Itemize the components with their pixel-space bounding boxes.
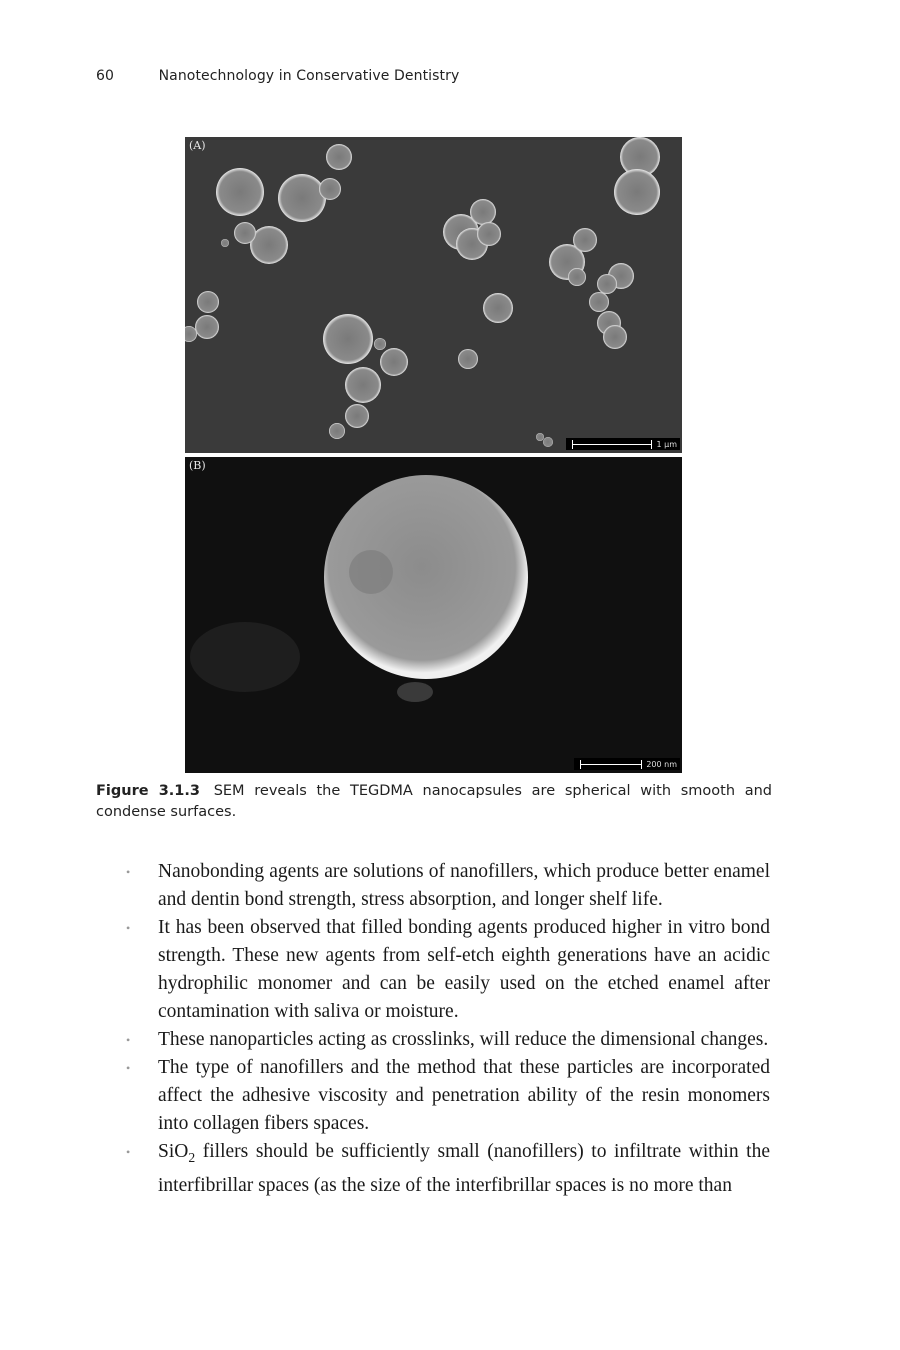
figure-caption xyxy=(96,781,772,823)
scale-bar-line xyxy=(580,764,642,765)
scale-bar-a xyxy=(566,438,680,450)
panel-label-b: (B) xyxy=(189,459,206,472)
sem-figure xyxy=(185,137,682,773)
list-item xyxy=(122,1138,770,1200)
list-item xyxy=(122,1054,770,1138)
list-item-text: It has been observed that filled bonding agents produced higher in vitro bond strength. These new agents from self-etch eighth generations have an acidic hydrophilic monomer and can be easily used on the etched enamel after contamination with saliva or moisture. xyxy=(158,917,770,1022)
debris-shape xyxy=(190,622,300,692)
sem-image-b xyxy=(185,457,682,773)
nanocapsule xyxy=(470,199,496,225)
nanocapsule-group xyxy=(185,137,660,447)
sem-panel-a xyxy=(185,137,682,453)
running-title: Nanotechnology in Conservative Dentistry xyxy=(158,68,460,84)
nanocapsule xyxy=(278,174,326,222)
bullet-icon: • xyxy=(126,1061,131,1075)
scale-bar-b xyxy=(574,758,680,770)
list-item xyxy=(122,1026,770,1054)
sem-image-a xyxy=(185,137,682,453)
scale-bar-label-b: 200 nm xyxy=(646,759,677,769)
nanocapsule xyxy=(614,169,660,215)
list-item-text: The type of nanofillers and the method that these particles are incorporated affect the adhesive viscosity and penetration ability of the resin monomers into collagen fibers spaces. xyxy=(158,1057,770,1134)
nanocapsule xyxy=(477,222,501,246)
nanocapsule xyxy=(345,404,369,428)
nanocapsule xyxy=(234,222,256,244)
nanocapsule xyxy=(483,293,513,323)
nanocapsule xyxy=(380,348,408,376)
nanocapsule xyxy=(197,291,219,313)
bullet-icon: • xyxy=(126,1145,131,1159)
nanocapsule xyxy=(329,423,345,439)
list-item xyxy=(122,858,770,914)
nanocapsule xyxy=(323,314,373,364)
nanocapsule xyxy=(597,274,617,294)
running-head xyxy=(96,68,459,84)
list-item-text: These nanoparticles acting as crosslinks, will reduce the dimensional changes. xyxy=(158,1029,769,1050)
nanocapsule xyxy=(221,239,229,247)
chemical-formula: SiO xyxy=(158,1141,189,1162)
bullet-icon: • xyxy=(126,1033,131,1047)
nanocapsule xyxy=(536,433,544,441)
bullet-icon: • xyxy=(126,921,131,935)
scale-bar-line xyxy=(572,444,652,445)
panel-label-a: (A) xyxy=(189,139,206,152)
debris-shape xyxy=(397,682,433,702)
nanocapsule xyxy=(345,367,381,403)
scale-bar-label-a: 1 μm xyxy=(656,439,677,449)
formula-subscript: 2 xyxy=(188,1149,196,1165)
bullet-list xyxy=(122,858,770,1200)
nanocapsule xyxy=(458,349,478,369)
nanocapsule xyxy=(319,178,341,200)
surface-dimple xyxy=(349,550,393,594)
nanocapsule xyxy=(589,292,609,312)
caption-text: SEM reveals the TEGDMA nanocapsules are spherical with smooth and condense surfaces. xyxy=(96,783,772,820)
list-item-text: fillers should be sufficiently small (nanofillers) to infiltrate within the interfibrillar spaces (as the size of the interfibrillar spaces is no more than xyxy=(158,1141,770,1196)
bullet-icon: • xyxy=(126,865,131,879)
page-number: 60 xyxy=(96,68,115,84)
nanocapsule xyxy=(543,437,553,447)
nanocapsule xyxy=(195,315,219,339)
figure-label: Figure 3.1.3 xyxy=(96,783,200,799)
nanocapsule xyxy=(216,168,264,216)
nanocapsule xyxy=(326,144,352,170)
list-item xyxy=(122,914,770,1026)
nanocapsule xyxy=(568,268,586,286)
nanocapsule xyxy=(573,228,597,252)
nanocapsule xyxy=(374,338,386,350)
nanocapsule xyxy=(603,325,627,349)
list-item-text: Nanobonding agents are solutions of nanofillers, which produce better enamel and dentin bond strength, stress absorption, and longer shelf life. xyxy=(158,861,770,910)
sem-panel-b xyxy=(185,457,682,773)
